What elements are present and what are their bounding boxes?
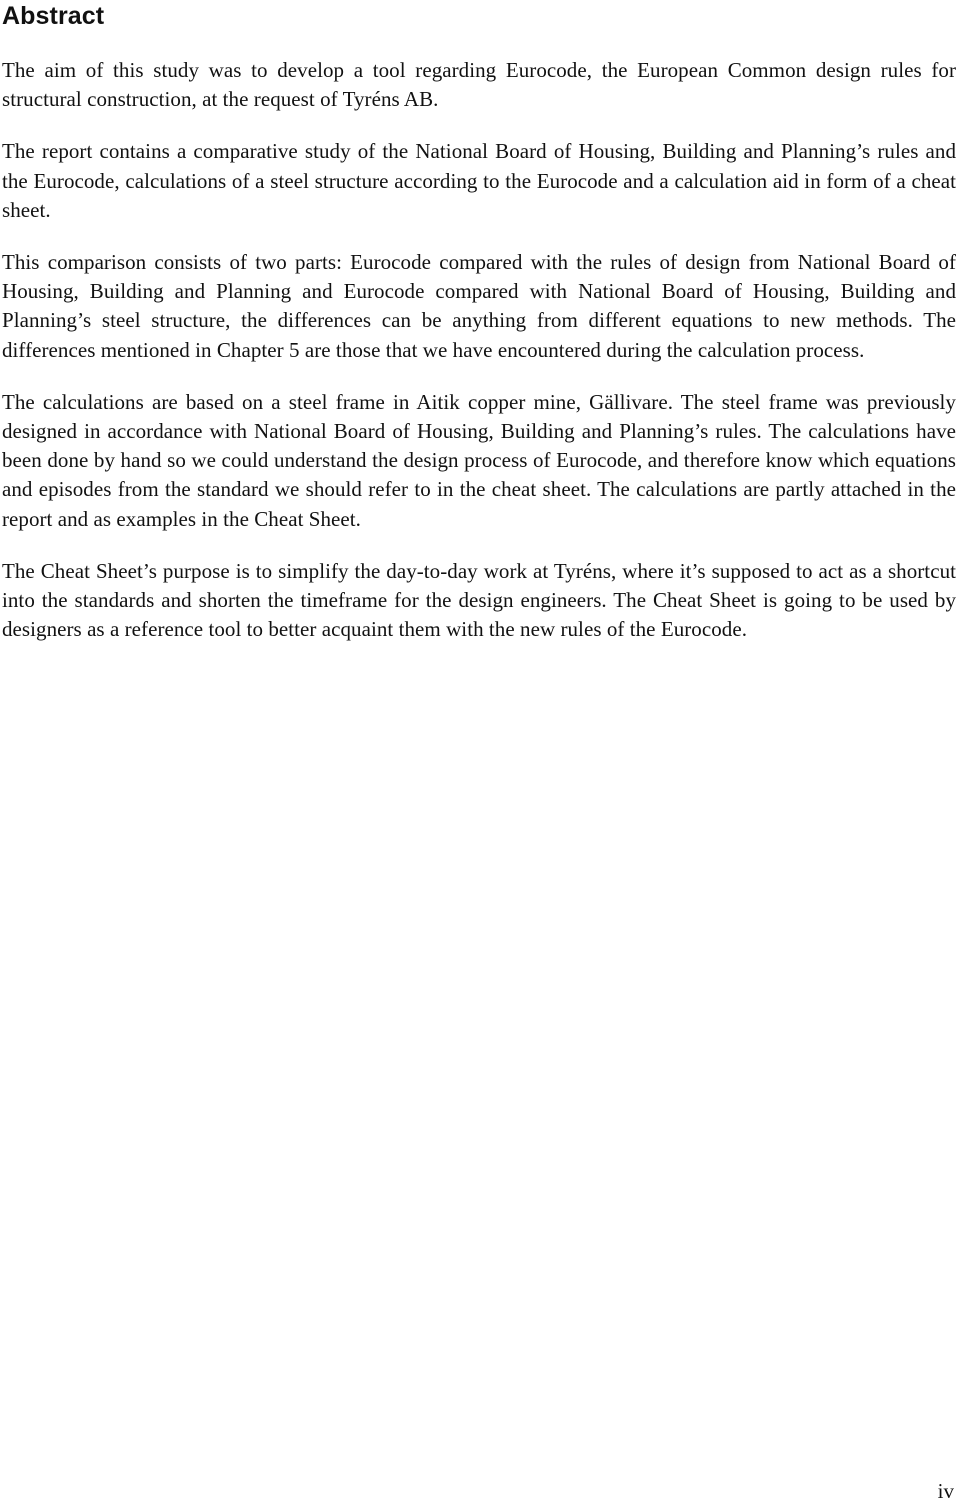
paragraph-5: The Cheat Sheet’s purpose is to simplify the day-to-day work at Tyréns, where it’s supposed to act as a shortcut into the standards and shorten the timeframe for the design engineers. The Cheat Sheet is going to be used by designers as a reference tool to better acquaint them with the new rules of the Eurocode. xyxy=(2,558,956,642)
paragraph-1: The aim of this study was to develop a tool regarding Eurocode, the European Common design rules for structural construction, at the request of Tyréns AB. xyxy=(2,58,956,112)
paragraph-3: This comparison consists of two parts: Eurocode compared with the rules of design from National Board of Housing, Building and Planning and Eurocode compared with National Board of Housing, Building and Planning’s steel structure, the differences can be anything from different equations to new methods. The differences mentioned in Chapter 5 are those that we have encountered during the calculation process. xyxy=(2,250,956,362)
abstract-body xyxy=(2,56,956,644)
paragraph-4: The calculations are based on a steel frame in Aitik copper mine, Gällivare. The steel frame was previously designed in accordance with National Board of Housing, Building and Planning’s rules. The calculations have been done by hand so we could understand the design process of Eurocode, and therefore know which equations and episodes from the standard we should refer to in the cheat sheet. The calculations are partly attached in the report and as examples in the Cheat Sheet. xyxy=(2,389,956,531)
paragraph-2: The report contains a comparative study of the National Board of Housing, Building and Planning’s rules and the Eurocode, calculations of a steel structure according to the Eurocode and a calculation aid in form of a cheat sheet. xyxy=(2,139,956,222)
page-number: iv xyxy=(937,1479,954,1503)
section-heading: Abstract xyxy=(2,2,105,30)
